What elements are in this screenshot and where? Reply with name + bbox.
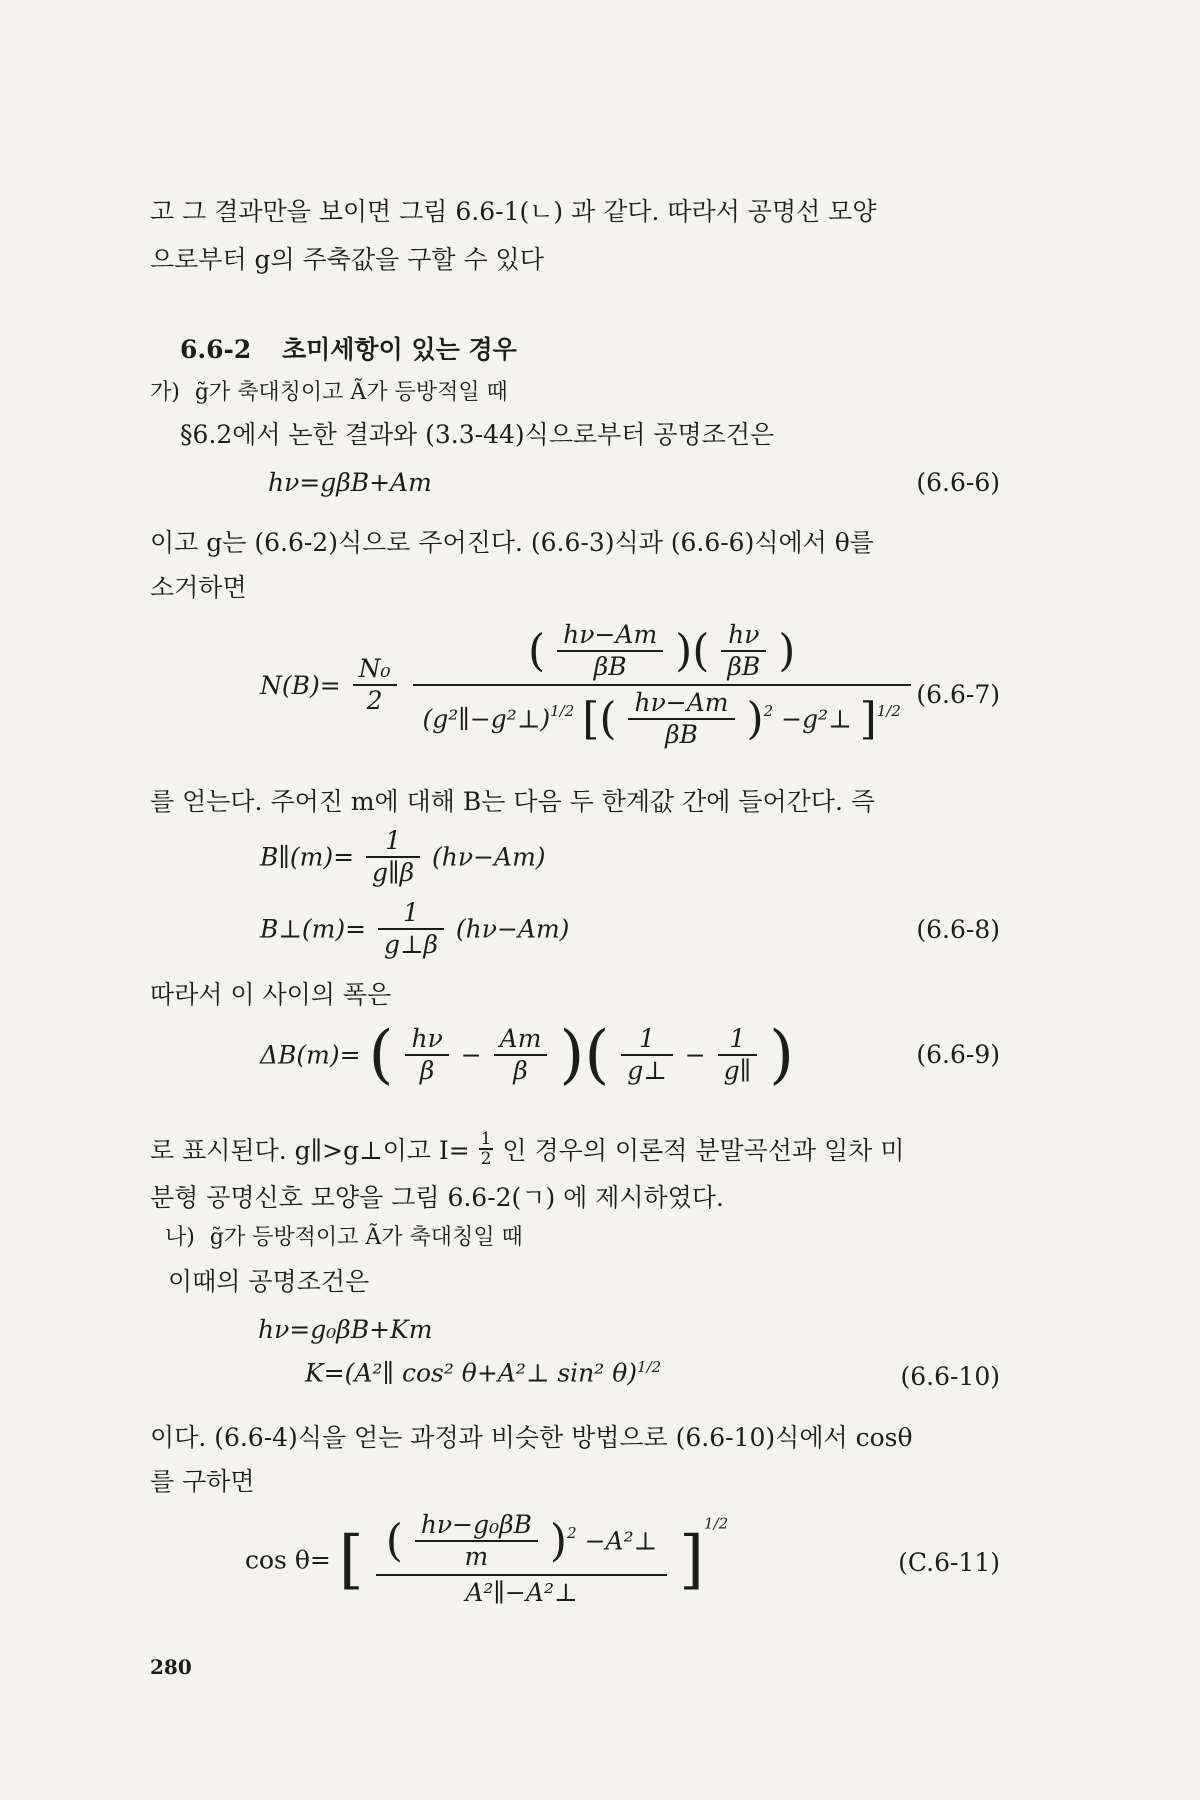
case-a-title: g̃가 축대칭이고 Ã가 등방적일 때 (194, 380, 508, 405)
eq-6-6-7-bottom-exp: 1/2 (876, 702, 901, 721)
eq-6-6-9-term-2 (494, 1024, 548, 1086)
eq-6-6-7-coefficient (353, 654, 397, 716)
section-title: 초미세항이 있는 경우 (281, 335, 517, 364)
after-6-6-9-line-2: 분형 공명신호 모양을 그림 6.6-2(ㄱ) 에 제시하였다. (150, 1183, 724, 1212)
eq-6-6-9-t1-den: β (419, 1056, 435, 1085)
case-b-text: 이때의 공명조건은 (168, 1267, 370, 1296)
eq-6-6-11-lhs: cos θ= (245, 1545, 331, 1575)
eq-6-6-11-inner-minus: −A²⊥ (584, 1526, 658, 1556)
eq-6-6-10-k: K=(A²∥ cos² θ+A²⊥ sin² θ) (305, 1358, 638, 1388)
after-6-6-9-line-1 (150, 1130, 904, 1168)
eq-6-6-11-exp: 1/2 (704, 1514, 729, 1533)
eq-6-6-9-term-4 (718, 1024, 758, 1086)
eq-6-6-7-numerator: ( $\frac{h\nu-Am}{\beta B}$ )( $\frac{h\nu}{\beta B}$ ) (413, 620, 911, 686)
eq-6-6-8-b-lhs: B⊥(m)= (260, 914, 367, 944)
eq-6-6-9-lhs: ΔB(m)= (260, 1040, 361, 1070)
eq-6-6-9-t1-num: hν (405, 1024, 448, 1056)
between-text: 따라서 이 사이의 폭은 (150, 980, 392, 1009)
eq-6-6-11-inner (415, 1510, 538, 1572)
eq-6-6-7-top-b (721, 620, 766, 682)
eq-6-6-10-exp: 1/2 (637, 1358, 662, 1376)
eq-6-6-11-fraction (376, 1510, 667, 1610)
eq-6-6-11-denominator: A²∥−A²⊥ (465, 1578, 578, 1607)
equation-number-6-6-8: (6.6-8) (916, 915, 1000, 944)
eq-6-6-8-a-fraction (366, 826, 420, 888)
eq-6-6-9-minus-2: − (684, 1040, 706, 1070)
case-b-heading (165, 1220, 523, 1251)
eq-6-6-7-bottom-inner (628, 688, 734, 750)
equation-6-6-9: ΔB(m)= ( $\frac{h\nu}{\beta}$ − $\frac{Am}{\beta}$ )( $\frac{1}{g\perp}$ − $\frac{1}{g\parallel}$ ) (260, 1018, 795, 1092)
equation-number-6-6-9: (6.6-9) (916, 1040, 1000, 1069)
after-6-6-9-line-1-b: 인 경우의 이론적 분말곡선과 일차 미 (502, 1136, 905, 1165)
eq-6-6-7-bottom-minus: −g²⊥ (781, 704, 852, 734)
eq-6-6-8-a-lhs: B∥(m)= (260, 842, 355, 872)
eq-6-6-11-inner-sq: 2 (567, 1524, 577, 1543)
after-6-6-9-half (479, 1130, 494, 1168)
eq-6-6-9-term-1 (405, 1024, 448, 1086)
eq-6-6-8-b-den: g⊥β (384, 930, 438, 959)
eq-6-6-7-top-b-den: βB (727, 652, 761, 681)
eq-6-6-9-t3-den: g⊥ (627, 1056, 667, 1085)
equation-6-6-6: hν=gβB+Am (268, 468, 432, 497)
eq-6-6-7-lhs: N(B)= (260, 670, 341, 700)
eq-6-6-7-bottom-sq: 2 (763, 702, 774, 721)
equation-6-6-7 (260, 620, 915, 750)
equation-number-6-6-10: (6.6-10) (900, 1362, 1000, 1391)
case-b-title: g̃가 등방적이고 Ã가 축대칭일 때 (209, 1225, 523, 1250)
eq-6-6-7-main-fraction (413, 620, 911, 750)
case-a-heading (150, 375, 508, 406)
equation-number-6-6-7: (6.6-7) (916, 680, 1000, 709)
after-6-6-9-half-num: 1 (480, 1129, 492, 1149)
case-b-label: 나) (165, 1225, 195, 1250)
eq-6-6-7-bottom-in-den: βB (665, 720, 698, 749)
case-a-label: 가) (150, 380, 180, 405)
after-6-6-6-line-1: 이고 g는 (6.6-2)식으로 주어진다. (6.6-3)식과 (6.6-6)식에서 θ를 (150, 528, 874, 557)
equation-number-6-6-11: (C.6-11) (898, 1548, 1000, 1577)
eq-6-6-8-a-rhs: (hν−Am) (432, 842, 546, 872)
equation-6-6-8-parallel (260, 826, 546, 888)
after-6-6-10-line-1: 이다. (6.6-4)식을 얻는 과정과 비슷한 방법으로 (6.6-10)식에서 cosθ (150, 1423, 913, 1452)
eq-6-6-7-top-a (557, 620, 663, 682)
eq-6-6-9-t3-num: 1 (621, 1024, 673, 1056)
eq-6-6-9-t4-num: 1 (718, 1024, 758, 1056)
eq-6-6-11-inner-num: hν−g₀βB (415, 1510, 538, 1542)
eq-6-6-7-bottom-left: (g²∥−g²⊥) (422, 704, 551, 734)
eq-6-6-8-a-num: 1 (366, 826, 420, 858)
section-heading (180, 330, 517, 366)
equation-6-6-11: cos θ= [ ( $\frac{\text{hν−g₀βB}}{m}$ )$^2$ −A²⊥ A²∥−A²⊥ ]$^{1/2}$ (245, 1510, 728, 1610)
eq-6-6-9-t2-den: β (513, 1056, 528, 1085)
after-6-6-7: 를 얻는다. 주어진 m에 대해 B는 다음 두 한계값 간에 들어간다. 즉 (150, 787, 875, 816)
after-6-6-9-half-den: 2 (480, 1149, 492, 1169)
eq-6-6-8-a-den: g∥β (372, 858, 415, 887)
page-number: 280 (150, 1655, 192, 1679)
equation-6-6-10-line-1: hν=g₀βB+Km (258, 1315, 433, 1344)
equation-6-6-8-perpendicular (260, 898, 569, 960)
eq-6-6-9-minus-1: − (460, 1040, 482, 1070)
intro-line-1: 고 그 결과만을 보이면 그림 6.6-1(ㄴ) 과 같다. 따라서 공명선 모양 (150, 197, 877, 226)
eq-6-6-7-top-a-den: βB (593, 652, 627, 681)
eq-6-6-9-t2-num: Am (494, 1024, 548, 1056)
eq-6-6-11-inner-den: m (464, 1542, 489, 1571)
eq-6-6-11-numerator: ( $\frac{\text{hν−g₀βB}}{m}$ )$^2$ −A²⊥ (376, 1510, 667, 1576)
eq-6-6-7-coef-num: N₀ (353, 654, 397, 686)
case-a-text: §6.2에서 논한 결과와 (3.3-44)식으로부터 공명조건은 (180, 420, 775, 449)
eq-6-6-8-b-rhs: (hν−Am) (455, 914, 570, 944)
section-number: 6.6-2 (180, 335, 252, 364)
eq-6-6-7-denominator: (g²∥−g²⊥)$^{1/2}$ [( $\frac{h\nu-Am}{\beta B}$ )$^2$ −g²⊥ ]$^{1/2}$ (422, 688, 901, 749)
after-6-6-10-line-2: 를 구하면 (150, 1467, 255, 1496)
eq-6-6-7-top-a-num: hν−Am (557, 620, 663, 652)
eq-6-6-8-b-num: 1 (378, 898, 444, 930)
eq-6-6-7-top-b-num: hν (721, 620, 766, 652)
equation-number-6-6-6: (6.6-6) (916, 468, 1000, 497)
eq-6-6-7-coef-den: 2 (366, 686, 383, 715)
after-6-6-9-line-1-a: 로 표시된다. g∥>g⊥이고 I= (150, 1136, 470, 1165)
equation-6-6-10-line-2 (305, 1358, 661, 1387)
after-6-6-6-line-2: 소거하면 (150, 573, 247, 602)
eq-6-6-7-bottom-left-exp: 1/2 (550, 702, 575, 721)
intro-line-2: 으로부터 g의 주축값을 구할 수 있다 (150, 245, 544, 274)
eq-6-6-9-t4-den: g∥ (723, 1056, 752, 1085)
eq-6-6-8-b-fraction (378, 898, 444, 960)
eq-6-6-7-bottom-in-num: hν−Am (628, 688, 734, 720)
eq-6-6-9-term-3 (621, 1024, 673, 1086)
